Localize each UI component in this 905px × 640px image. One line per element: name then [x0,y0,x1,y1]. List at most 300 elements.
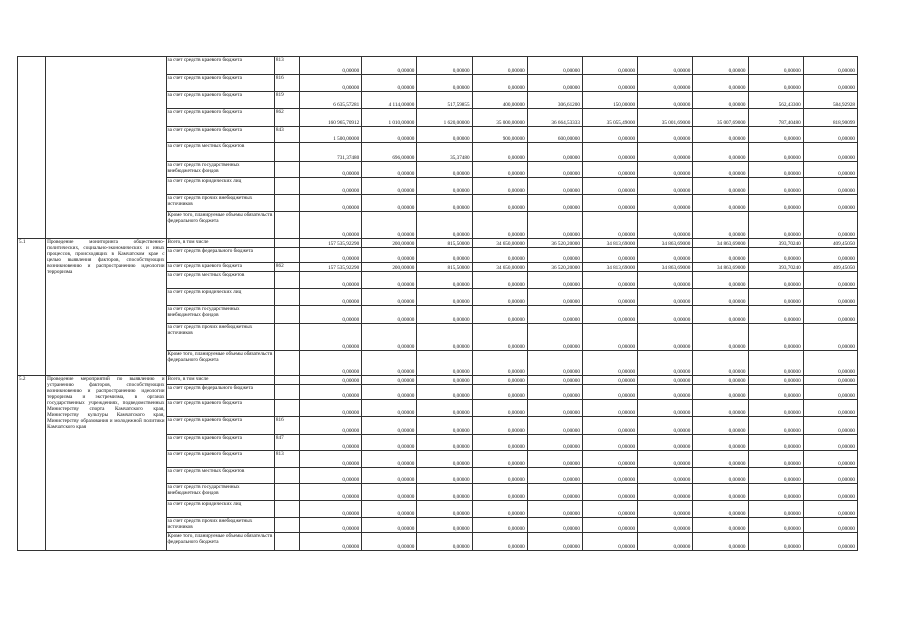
amount-cell: 0,00000 [417,451,472,468]
amount-cell: 0,00000 [527,162,582,178]
amount-cell: 0,00000 [693,92,748,109]
amount-cell: 0,00000 [362,324,417,351]
amount-cell: 0,00000 [803,400,857,417]
funding-source: за счет средств прочих внебюджетных источников [166,324,274,351]
funding-source: за счет средств государственных внебюджетных фондов [166,162,274,178]
amount-cell: 0,00000 [362,212,417,239]
amount-cell: 0,00000 [299,212,361,239]
section-name: Проведение мероприятий по выявлению и устранению факторов, способствующих возникновению и распространению идеологии терроризма и экстремизма, в органах государственных учреждениях, подведомственных Министерству спорта Камчатского края, Министерству культуры Камчатского края, Министерству образования и молодежной политики Камчатского края [46,376,166,551]
funding-source: за счет средств местных бюджетов [166,272,274,289]
amount-cell: 0,00000 [693,400,748,417]
amount-cell: 0,00000 [362,162,417,178]
funding-source: за счет средств краевого бюджета [166,127,274,143]
amount-cell: 0,00000 [417,57,472,75]
amount-cell: 0,00000 [299,417,361,435]
amount-cell: 0,00000 [693,376,748,385]
amount-cell: 0,00000 [748,289,803,306]
amount-cell: 0,00000 [748,435,803,451]
amount-cell: 0,00000 [638,92,693,109]
amount-cell: 0,00000 [417,195,472,212]
amount-cell: 0,00000 [417,75,472,92]
amount-cell: 0,00000 [748,417,803,435]
amount-cell: 0,00000 [693,248,748,263]
amount-cell: 0,00000 [527,451,582,468]
amount-cell: 0,00000 [803,417,857,435]
amount-cell: 0,00000 [638,248,693,263]
amount-cell: 0,00000 [417,248,472,263]
amount-cell: 34 650,00000 [472,239,527,248]
amount-cell: 0,00000 [638,385,693,400]
amount-cell: 0,00000 [748,57,803,75]
amount-cell: 731,37480 [299,143,361,162]
amount-cell: 0,00000 [299,518,361,533]
amount-cell: 0,00000 [638,351,693,376]
amount-cell: 0,00000 [472,501,527,518]
amount-cell: 0,00000 [748,75,803,92]
amount-cell: 0,00000 [417,376,472,385]
amount-cell: 0,00000 [527,351,582,376]
budget-code [274,195,299,212]
amount-cell: 0,00000 [472,385,527,400]
amount-cell: 0,00000 [638,306,693,324]
section-name [46,57,166,239]
amount-cell: 0,00000 [803,468,857,484]
amount-cell: 0,00000 [299,289,361,306]
amount-cell: 0,00000 [803,324,857,351]
budget-code [274,518,299,533]
amount-cell: 0,00000 [299,400,361,417]
amount-cell: 0,00000 [362,351,417,376]
amount-cell: 0,00000 [803,351,857,376]
budget-code [274,324,299,351]
amount-cell: 0,00000 [693,385,748,400]
amount-cell: 0,00000 [472,533,527,551]
amount-cell: 0,00000 [748,324,803,351]
amount-cell: 0,00000 [527,272,582,289]
amount-cell: 0,00000 [527,178,582,195]
amount-cell: 0,00000 [748,400,803,417]
amount-cell: 0,00000 [582,195,637,212]
amount-cell: 0,00000 [582,178,637,195]
amount-cell: 36 664,53333 [527,109,582,127]
amount-cell: 0,00000 [527,385,582,400]
amount-cell: 0,00000 [417,324,472,351]
amount-cell: 0,00000 [582,248,637,263]
amount-cell: 34 650,00000 [472,263,527,272]
funding-source: за счет средств краевого бюджета [166,435,274,451]
amount-cell: 0,00000 [362,518,417,533]
amount-cell: 0,00000 [362,435,417,451]
budget-code [274,376,299,385]
budget-code [274,533,299,551]
amount-cell: 0,00000 [638,518,693,533]
amount-cell: 0,00000 [417,289,472,306]
amount-cell: 0,00000 [417,468,472,484]
amount-cell: 0,00000 [527,417,582,435]
funding-source: за счет средств юридических лиц [166,178,274,195]
amount-cell: 400,00000 [472,92,527,109]
amount-cell: 0,00000 [299,484,361,501]
budget-code: 816 [274,75,299,92]
amount-cell: 0,00000 [693,143,748,162]
amount-cell: 696,00000 [362,143,417,162]
amount-cell: 0,00000 [417,127,472,143]
amount-cell: 0,00000 [362,306,417,324]
amount-cell: 0,00000 [472,417,527,435]
budget-code [274,385,299,400]
funding-source: за счет средств федерального бюджета [166,248,274,263]
amount-cell: 0,00000 [803,533,857,551]
amount-cell: 0,00000 [693,468,748,484]
amount-cell: 0,00000 [582,212,637,239]
amount-cell: 0,00000 [299,248,361,263]
amount-cell: 0,00000 [582,435,637,451]
amount-cell: 157 535,92290 [299,263,361,272]
amount-cell: 0,00000 [582,289,637,306]
amount-cell: 0,00000 [803,451,857,468]
amount-cell: 0,00000 [693,127,748,143]
amount-cell: 0,00000 [417,484,472,501]
amount-cell: 0,00000 [693,289,748,306]
amount-cell: 35,37480 [417,143,472,162]
amount-cell: 0,00000 [299,162,361,178]
funding-source: Кроме того, планируемые объемы обязательств федерального бюджета [166,351,274,376]
amount-cell: 0,00000 [693,518,748,533]
funding-source: за счет средств государственных внебюджетных фондов [166,484,274,501]
amount-cell: 0,00000 [417,501,472,518]
amount-cell: 0,00000 [748,195,803,212]
budget-code [274,239,299,248]
funding-source: за счет средств краевого бюджета [166,109,274,127]
amount-cell: 200,00000 [362,263,417,272]
amount-cell: 0,00000 [417,400,472,417]
amount-cell: 0,00000 [362,385,417,400]
amount-cell: 0,00000 [362,289,417,306]
amount-cell: 0,00000 [693,435,748,451]
amount-cell: 0,00000 [527,518,582,533]
amount-cell: 0,00000 [693,162,748,178]
amount-cell: 1 500,00000 [299,127,361,143]
amount-cell: 0,00000 [299,451,361,468]
amount-cell: 0,00000 [582,127,637,143]
budget-code: 843 [274,127,299,143]
section-index [18,57,46,239]
amount-cell: 1 620,00000 [417,109,472,127]
amount-cell: 0,00000 [417,306,472,324]
amount-cell: 0,00000 [299,178,361,195]
amount-cell: 0,00000 [472,468,527,484]
amount-cell: 0,00000 [582,324,637,351]
amount-cell: 0,00000 [693,417,748,435]
amount-cell: 0,00000 [803,143,857,162]
amount-cell: 0,00000 [582,57,637,75]
amount-cell: 0,00000 [582,351,637,376]
amount-cell: 0,00000 [582,143,637,162]
amount-cell: 36 520,20000 [527,263,582,272]
funding-source: за счет средств краевого бюджета [166,451,274,468]
funding-source: за счет средств юридических лиц [166,501,274,518]
budget-code: 813 [274,451,299,468]
amount-cell: 0,00000 [299,385,361,400]
amount-cell: 0,00000 [582,75,637,92]
amount-cell: 0,00000 [362,272,417,289]
amount-cell: 0,00000 [693,501,748,518]
funding-source: Кроме того, планируемые объемы обязательств федерального бюджета [166,533,274,551]
funding-source: за счет средств федерального бюджета [166,385,274,400]
budget-code [274,212,299,239]
amount-cell: 0,00000 [748,385,803,400]
amount-cell: 0,00000 [748,351,803,376]
amount-cell: 0,00000 [472,484,527,501]
amount-cell: 0,00000 [299,306,361,324]
budget-code [274,400,299,417]
amount-cell: 34 813,69000 [582,263,637,272]
amount-cell: 0,00000 [582,518,637,533]
amount-cell: 0,00000 [748,248,803,263]
amount-cell: 0,00000 [638,195,693,212]
amount-cell: 0,00000 [748,127,803,143]
amount-cell: 0,00000 [472,75,527,92]
amount-cell: 0,00000 [299,324,361,351]
amount-cell: 0,00000 [472,400,527,417]
amount-cell: 0,00000 [638,484,693,501]
funding-source: за счет средств государственных внебюджетных фондов [166,306,274,324]
amount-cell: 0,00000 [527,435,582,451]
budget-code: 862 [274,263,299,272]
amount-cell: 0,00000 [362,178,417,195]
amount-cell: 0,00000 [527,75,582,92]
amount-cell: 0,00000 [362,451,417,468]
amount-cell: 0,00000 [472,324,527,351]
funding-source: за счет средств юридических лиц [166,289,274,306]
amount-cell: 0,00000 [417,272,472,289]
amount-cell: 0,00000 [472,212,527,239]
funding-source: за счет средств краевого бюджета [166,57,274,75]
budget-table-body [18,57,858,551]
amount-cell: 0,00000 [803,248,857,263]
amount-cell: 0,00000 [748,143,803,162]
amount-cell: 0,00000 [417,212,472,239]
budget-code [274,143,299,162]
funding-source: за счет средств прочих внебюджетных источников [166,518,274,533]
amount-cell: 0,00000 [362,468,417,484]
amount-cell: 0,00000 [472,351,527,376]
amount-cell: 306,61200 [527,92,582,109]
amount-cell: 0,00000 [748,162,803,178]
amount-cell: 0,00000 [638,178,693,195]
amount-cell: 0,00000 [693,484,748,501]
amount-cell: 0,00000 [638,324,693,351]
funding-source: за счет средств краевого бюджета [166,417,274,435]
amount-cell: 0,00000 [527,289,582,306]
amount-cell: 35 000,00000 [472,109,527,127]
budget-code [274,272,299,289]
amount-cell: 34 863,69000 [693,239,748,248]
funding-source: Всего, в том числе [166,376,274,385]
amount-cell: 562,43300 [748,92,803,109]
amount-cell: 0,00000 [417,417,472,435]
budget-code [274,484,299,501]
amount-cell: 0,00000 [472,289,527,306]
budget-code: 862 [274,109,299,127]
amount-cell: 0,00000 [527,484,582,501]
amount-cell: 0,00000 [472,162,527,178]
amount-cell: 0,00000 [748,518,803,533]
budget-code [274,162,299,178]
amount-cell: 0,00000 [748,501,803,518]
amount-cell: 36 520,20000 [527,239,582,248]
amount-cell: 0,00000 [527,306,582,324]
budget-code: 847 [274,435,299,451]
amount-cell: 0,00000 [638,451,693,468]
amount-cell: 157 535,92290 [299,239,361,248]
amount-cell: 0,00000 [362,533,417,551]
amount-cell: 0,00000 [693,306,748,324]
amount-cell: 0,00000 [299,468,361,484]
amount-cell: 0,00000 [638,468,693,484]
amount-cell: 0,00000 [803,484,857,501]
amount-cell: 409,45050 [803,239,857,248]
amount-cell: 0,00000 [582,468,637,484]
amount-cell: 0,00000 [638,272,693,289]
amount-cell: 0,00000 [582,306,637,324]
amount-cell: 0,00000 [638,162,693,178]
budget-code [274,248,299,263]
amount-cell: 0,00000 [299,435,361,451]
amount-cell: 0,00000 [362,417,417,435]
amount-cell: 0,00000 [803,195,857,212]
amount-cell: 900,00000 [472,127,527,143]
amount-cell: 1 010,00000 [362,109,417,127]
amount-cell: 0,00000 [299,195,361,212]
budget-code [274,306,299,324]
amount-cell: 0,00000 [472,306,527,324]
amount-cell: 0,00000 [803,435,857,451]
amount-cell: 0,00000 [638,57,693,75]
amount-cell: 393,70240 [748,239,803,248]
amount-cell: 0,00000 [472,143,527,162]
amount-cell: 0,00000 [638,75,693,92]
budget-code [274,289,299,306]
amount-cell: 0,00000 [299,501,361,518]
amount-cell: 0,00000 [582,272,637,289]
amount-cell: 0,00000 [299,351,361,376]
amount-cell: 0,00000 [362,75,417,92]
amount-cell: 0,00000 [362,501,417,518]
amount-cell: 0,00000 [417,162,472,178]
amount-cell: 0,00000 [748,484,803,501]
funding-source: за счет средств краевого бюджета [166,400,274,417]
amount-cell: 34 863,69000 [638,239,693,248]
amount-cell: 0,00000 [527,57,582,75]
section-index: 5.1 [18,239,46,376]
funding-source: за счет средств местных бюджетов [166,143,274,162]
amount-cell: 815,50000 [417,239,472,248]
section-index: 5.2 [18,376,46,551]
amount-cell: 0,00000 [803,501,857,518]
budget-table-page [17,56,858,551]
amount-cell: 0,00000 [362,248,417,263]
amount-cell: 0,00000 [748,451,803,468]
amount-cell: 34 813,69000 [582,239,637,248]
funding-source: Кроме того, планируемые объемы обязательств федерального бюджета [166,212,274,239]
amount-cell: 6 635,57281 [299,92,361,109]
amount-cell: 0,00000 [527,143,582,162]
amount-cell: 0,00000 [417,385,472,400]
amount-cell: 0,00000 [638,289,693,306]
funding-source: за счет средств краевого бюджета [166,92,274,109]
amount-cell: 0,00000 [693,533,748,551]
section-name: Проведение мониторинга общественно-политических, социально-экономических и иных процессов, происходящих в Камчатском крае с целью выявления факторов, способствующих возникновению и распространению идеологии терроризма [46,239,166,376]
amount-cell: 0,00000 [582,533,637,551]
budget-code: 816 [274,417,299,435]
amount-cell: 0,00000 [527,400,582,417]
amount-cell: 0,00000 [803,127,857,143]
funding-source: за счет средств местных бюджетов [166,468,274,484]
amount-cell: 150,00000 [582,92,637,109]
amount-cell: 0,00000 [693,195,748,212]
amount-cell: 200,00000 [362,239,417,248]
amount-cell: 0,00000 [638,417,693,435]
amount-cell: 0,00000 [693,178,748,195]
amount-cell: 0,00000 [527,376,582,385]
amount-cell: 393,70240 [748,263,803,272]
amount-cell: 0,00000 [693,324,748,351]
amount-cell: 0,00000 [472,57,527,75]
budget-code: 819 [274,92,299,109]
amount-cell: 0,00000 [472,376,527,385]
amount-cell: 35 001,69000 [638,109,693,127]
amount-cell: 0,00000 [582,376,637,385]
amount-cell: 0,00000 [417,178,472,195]
amount-cell: 0,00000 [748,376,803,385]
amount-cell: 0,00000 [527,501,582,518]
amount-cell: 0,00000 [748,212,803,239]
amount-cell: 818,90099 [803,109,857,127]
amount-cell: 0,00000 [582,400,637,417]
amount-cell: 0,00000 [748,178,803,195]
amount-cell: 0,00000 [803,75,857,92]
amount-cell: 34 863,69000 [638,263,693,272]
amount-cell: 0,00000 [693,57,748,75]
amount-cell: 0,00000 [693,212,748,239]
amount-cell: 0,00000 [362,376,417,385]
amount-cell: 0,00000 [748,306,803,324]
amount-cell: 0,00000 [362,484,417,501]
amount-cell: 0,00000 [417,518,472,533]
amount-cell: 0,00000 [582,385,637,400]
amount-cell: 35 007,69000 [693,109,748,127]
amount-cell: 600,00000 [527,127,582,143]
amount-cell: 0,00000 [527,533,582,551]
amount-cell: 0,00000 [803,385,857,400]
amount-cell: 0,00000 [803,57,857,75]
amount-cell: 0,00000 [472,178,527,195]
budget-code [274,351,299,376]
amount-cell: 517,59855 [417,92,472,109]
table-row [18,239,858,248]
amount-cell: 0,00000 [472,248,527,263]
amount-cell: 0,00000 [803,212,857,239]
table-row [18,376,858,385]
amount-cell: 0,00000 [362,127,417,143]
amount-cell: 0,00000 [527,324,582,351]
amount-cell: 0,00000 [638,376,693,385]
amount-cell: 4 114,00000 [362,92,417,109]
amount-cell: 0,00000 [582,162,637,178]
budget-code [274,178,299,195]
amount-cell: 0,00000 [472,272,527,289]
